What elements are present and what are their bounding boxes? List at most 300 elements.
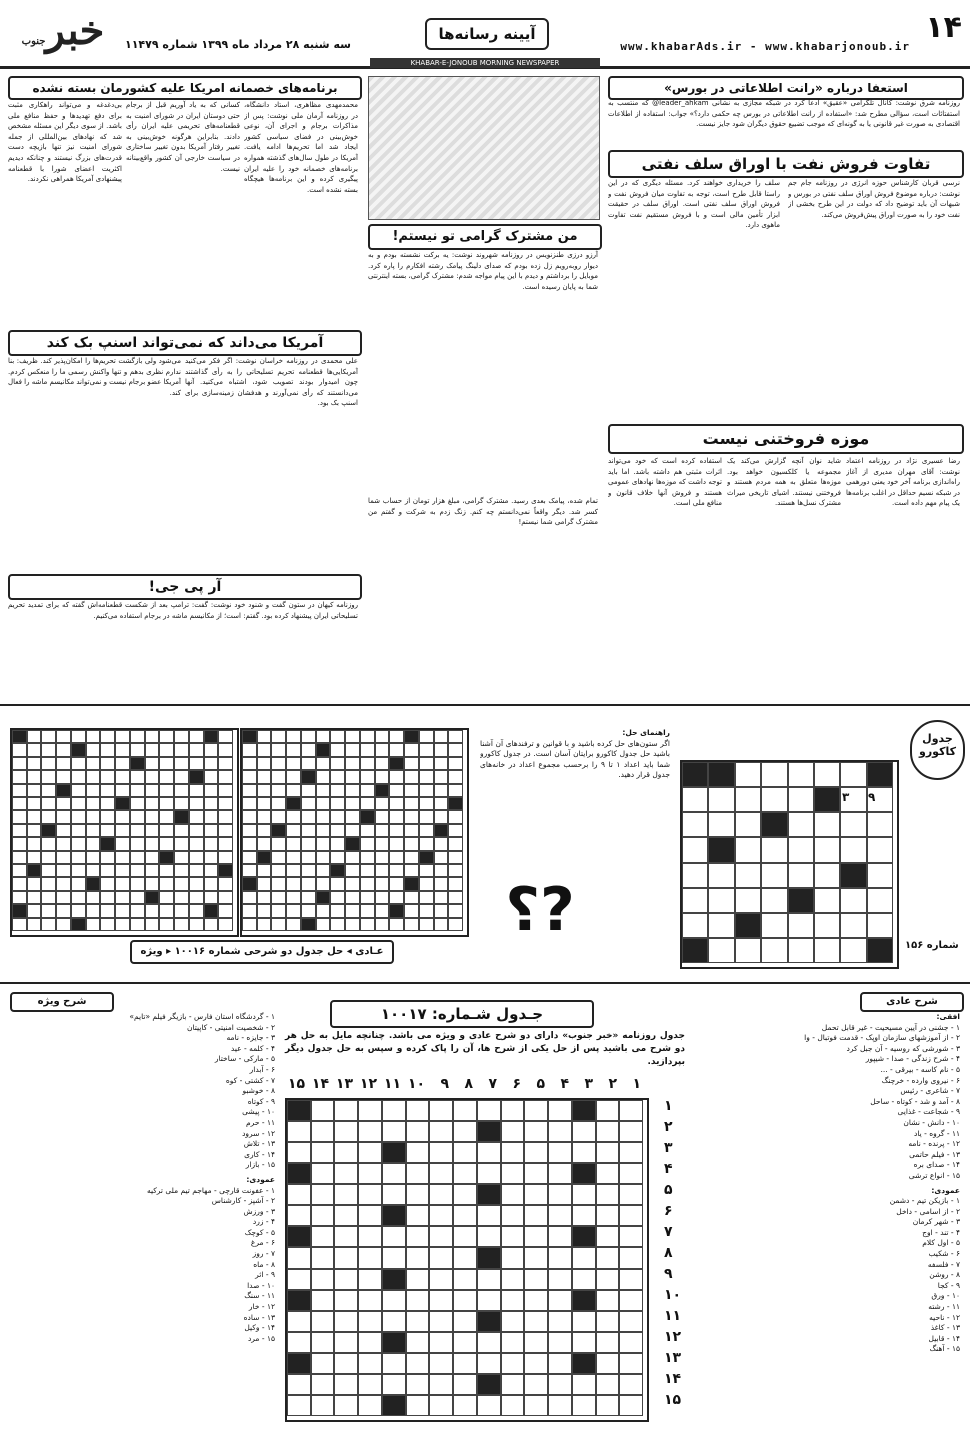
grid-cell[interactable] bbox=[360, 891, 375, 904]
grid-cell[interactable] bbox=[840, 812, 866, 837]
grid-cell[interactable] bbox=[524, 1163, 548, 1184]
grid-cell[interactable] bbox=[448, 730, 463, 743]
grid-cell[interactable] bbox=[189, 904, 204, 917]
grid-cell[interactable] bbox=[286, 770, 301, 783]
grid-cell[interactable] bbox=[434, 743, 449, 756]
grid-cell[interactable] bbox=[56, 864, 71, 877]
grid-cell[interactable] bbox=[287, 1184, 311, 1205]
grid-cell[interactable] bbox=[27, 770, 42, 783]
tab-normal[interactable]: عـادی bbox=[355, 946, 384, 957]
grid-cell[interactable] bbox=[358, 1353, 382, 1374]
grid-cell[interactable] bbox=[12, 730, 27, 743]
grid-cell[interactable] bbox=[382, 1142, 406, 1163]
grid-cell[interactable] bbox=[419, 730, 434, 743]
grid-cell[interactable] bbox=[548, 1184, 572, 1205]
grid-cell[interactable] bbox=[242, 877, 257, 890]
grid-cell[interactable] bbox=[572, 1163, 596, 1184]
grid-cell[interactable] bbox=[56, 757, 71, 770]
grid-cell[interactable] bbox=[548, 1205, 572, 1226]
grid-cell[interactable] bbox=[286, 743, 301, 756]
grid-cell[interactable] bbox=[735, 913, 761, 938]
grid-cell[interactable] bbox=[429, 1205, 453, 1226]
grid-cell[interactable] bbox=[56, 810, 71, 823]
grid-cell[interactable] bbox=[204, 797, 219, 810]
grid-cell[interactable] bbox=[548, 1395, 572, 1416]
grid-cell[interactable] bbox=[334, 1121, 358, 1142]
grid-cell[interactable] bbox=[548, 1247, 572, 1268]
grid-cell[interactable] bbox=[596, 1226, 620, 1247]
grid-cell[interactable] bbox=[788, 888, 814, 913]
grid-cell[interactable] bbox=[334, 1290, 358, 1311]
grid-cell[interactable] bbox=[41, 904, 56, 917]
grid-cell[interactable] bbox=[301, 797, 316, 810]
grid-cell[interactable] bbox=[404, 891, 419, 904]
grid-cell[interactable] bbox=[334, 1395, 358, 1416]
grid-cell[interactable] bbox=[788, 812, 814, 837]
grid-cell[interactable] bbox=[311, 1290, 335, 1311]
grid-cell[interactable] bbox=[360, 851, 375, 864]
grid-cell[interactable] bbox=[814, 888, 840, 913]
grid-cell[interactable] bbox=[867, 888, 893, 913]
grid-cell[interactable] bbox=[334, 1353, 358, 1374]
grid-cell[interactable] bbox=[174, 784, 189, 797]
grid-cell[interactable] bbox=[814, 787, 840, 812]
grid-cell[interactable] bbox=[189, 877, 204, 890]
grid-cell[interactable] bbox=[501, 1121, 525, 1142]
grid-cell[interactable] bbox=[501, 1353, 525, 1374]
grid-cell[interactable] bbox=[382, 1226, 406, 1247]
grid-cell[interactable] bbox=[301, 918, 316, 931]
grid-cell[interactable] bbox=[619, 1184, 643, 1205]
grid-cell[interactable] bbox=[257, 851, 272, 864]
grid-cell[interactable] bbox=[174, 743, 189, 756]
grid-cell[interactable] bbox=[27, 904, 42, 917]
grid-cell[interactable] bbox=[242, 918, 257, 931]
grid-cell[interactable] bbox=[867, 837, 893, 862]
grid-cell[interactable] bbox=[100, 784, 115, 797]
grid-cell[interactable] bbox=[286, 904, 301, 917]
grid-cell[interactable] bbox=[316, 810, 331, 823]
grid-cell[interactable] bbox=[287, 1142, 311, 1163]
grid-cell[interactable] bbox=[41, 864, 56, 877]
grid-cell[interactable] bbox=[596, 1374, 620, 1395]
grid-cell[interactable] bbox=[477, 1395, 501, 1416]
grid-cell[interactable] bbox=[86, 757, 101, 770]
grid-cell[interactable] bbox=[242, 743, 257, 756]
grid-cell[interactable] bbox=[115, 810, 130, 823]
grid-cell[interactable] bbox=[286, 730, 301, 743]
grid-cell[interactable] bbox=[429, 1247, 453, 1268]
grid-cell[interactable] bbox=[189, 891, 204, 904]
grid-cell[interactable] bbox=[524, 1374, 548, 1395]
grid-cell[interactable] bbox=[708, 913, 734, 938]
grid-cell[interactable] bbox=[358, 1121, 382, 1142]
grid-cell[interactable] bbox=[406, 1226, 430, 1247]
grid-cell[interactable] bbox=[453, 1290, 477, 1311]
grid-cell[interactable] bbox=[257, 864, 272, 877]
grid-cell[interactable] bbox=[145, 757, 160, 770]
grid-cell[interactable] bbox=[404, 877, 419, 890]
grid-cell[interactable] bbox=[419, 770, 434, 783]
grid-cell[interactable] bbox=[159, 891, 174, 904]
grid-cell[interactable] bbox=[761, 863, 787, 888]
grid-cell[interactable] bbox=[56, 837, 71, 850]
grid-cell[interactable] bbox=[548, 1353, 572, 1374]
grid-cell[interactable] bbox=[100, 851, 115, 864]
grid-cell[interactable] bbox=[501, 1332, 525, 1353]
grid-cell[interactable] bbox=[41, 918, 56, 931]
grid-cell[interactable] bbox=[358, 1311, 382, 1332]
grid-cell[interactable] bbox=[330, 904, 345, 917]
grid-cell[interactable] bbox=[619, 1290, 643, 1311]
grid-cell[interactable] bbox=[406, 1374, 430, 1395]
grid-cell[interactable] bbox=[301, 864, 316, 877]
grid-cell[interactable] bbox=[334, 1100, 358, 1121]
grid-cell[interactable] bbox=[334, 1269, 358, 1290]
grid-cell[interactable] bbox=[100, 824, 115, 837]
grid-cell[interactable] bbox=[218, 824, 233, 837]
grid-cell[interactable] bbox=[286, 810, 301, 823]
grid-cell[interactable] bbox=[56, 891, 71, 904]
grid-cell[interactable] bbox=[218, 918, 233, 931]
grid-cell[interactable] bbox=[345, 918, 360, 931]
grid-cell[interactable] bbox=[596, 1353, 620, 1374]
grid-cell[interactable] bbox=[130, 891, 145, 904]
grid-cell[interactable] bbox=[27, 730, 42, 743]
grid-cell[interactable] bbox=[257, 784, 272, 797]
grid-cell[interactable] bbox=[242, 851, 257, 864]
grid-cell[interactable] bbox=[159, 730, 174, 743]
grid-cell[interactable] bbox=[159, 757, 174, 770]
grid-cell[interactable] bbox=[389, 824, 404, 837]
grid-cell[interactable] bbox=[453, 1374, 477, 1395]
grid-cell[interactable] bbox=[189, 851, 204, 864]
grid-cell[interactable] bbox=[682, 938, 708, 963]
grid-cell[interactable] bbox=[448, 824, 463, 837]
grid-cell[interactable] bbox=[56, 918, 71, 931]
grid-cell[interactable] bbox=[382, 1332, 406, 1353]
grid-cell[interactable] bbox=[56, 824, 71, 837]
grid-cell[interactable] bbox=[12, 824, 27, 837]
grid-cell[interactable] bbox=[41, 877, 56, 890]
grid-cell[interactable] bbox=[404, 918, 419, 931]
grid-cell[interactable] bbox=[453, 1121, 477, 1142]
grid-cell[interactable] bbox=[115, 743, 130, 756]
grid-cell[interactable] bbox=[174, 797, 189, 810]
grid-cell[interactable] bbox=[189, 730, 204, 743]
grid-cell[interactable] bbox=[477, 1290, 501, 1311]
grid-cell[interactable] bbox=[448, 877, 463, 890]
grid-cell[interactable] bbox=[27, 877, 42, 890]
grid-cell[interactable] bbox=[286, 784, 301, 797]
grid-cell[interactable] bbox=[406, 1290, 430, 1311]
grid-cell[interactable] bbox=[330, 797, 345, 810]
grid-cell[interactable] bbox=[145, 784, 160, 797]
grid-cell[interactable] bbox=[311, 1226, 335, 1247]
grid-cell[interactable] bbox=[429, 1121, 453, 1142]
grid-cell[interactable] bbox=[301, 810, 316, 823]
grid-cell[interactable] bbox=[41, 851, 56, 864]
grid-cell[interactable] bbox=[448, 918, 463, 931]
grid-cell[interactable] bbox=[86, 770, 101, 783]
grid-cell[interactable] bbox=[501, 1205, 525, 1226]
grid-cell[interactable] bbox=[572, 1311, 596, 1332]
grid-cell[interactable] bbox=[406, 1184, 430, 1205]
grid-cell[interactable] bbox=[619, 1353, 643, 1374]
grid-cell[interactable] bbox=[596, 1184, 620, 1205]
grid-cell[interactable] bbox=[242, 891, 257, 904]
grid-cell[interactable] bbox=[41, 743, 56, 756]
grid-cell[interactable] bbox=[316, 824, 331, 837]
grid-cell[interactable] bbox=[867, 913, 893, 938]
grid-cell[interactable] bbox=[548, 1226, 572, 1247]
grid-cell[interactable] bbox=[375, 757, 390, 770]
grid-cell[interactable] bbox=[867, 812, 893, 837]
grid-cell[interactable] bbox=[548, 1142, 572, 1163]
grid-cell[interactable] bbox=[174, 904, 189, 917]
grid-cell[interactable] bbox=[524, 1290, 548, 1311]
grid-cell[interactable] bbox=[218, 877, 233, 890]
grid-cell[interactable] bbox=[316, 904, 331, 917]
grid-cell[interactable] bbox=[56, 784, 71, 797]
grid-cell[interactable] bbox=[301, 891, 316, 904]
grid-cell[interactable] bbox=[115, 770, 130, 783]
grid-cell[interactable] bbox=[735, 863, 761, 888]
grid-cell[interactable] bbox=[682, 762, 708, 787]
grid-cell[interactable] bbox=[382, 1247, 406, 1268]
grid-cell[interactable] bbox=[130, 757, 145, 770]
grid-cell[interactable] bbox=[358, 1374, 382, 1395]
grid-cell[interactable] bbox=[86, 891, 101, 904]
grid-cell[interactable] bbox=[453, 1205, 477, 1226]
grid-cell[interactable] bbox=[330, 837, 345, 850]
grid-cell[interactable] bbox=[242, 837, 257, 850]
grid-cell[interactable] bbox=[524, 1142, 548, 1163]
grid-cell[interactable] bbox=[56, 851, 71, 864]
grid-cell[interactable] bbox=[761, 913, 787, 938]
grid-cell[interactable] bbox=[218, 891, 233, 904]
grid-cell[interactable] bbox=[334, 1205, 358, 1226]
grid-cell[interactable] bbox=[204, 743, 219, 756]
grid-cell[interactable] bbox=[389, 743, 404, 756]
grid-cell[interactable] bbox=[375, 904, 390, 917]
grid-cell[interactable] bbox=[86, 918, 101, 931]
grid-cell[interactable] bbox=[596, 1395, 620, 1416]
grid-cell[interactable] bbox=[286, 837, 301, 850]
grid-cell[interactable] bbox=[145, 824, 160, 837]
grid-cell[interactable] bbox=[788, 762, 814, 787]
grid-cell[interactable] bbox=[419, 918, 434, 931]
grid-cell[interactable] bbox=[271, 824, 286, 837]
grid-cell[interactable] bbox=[406, 1353, 430, 1374]
grid-cell[interactable] bbox=[404, 851, 419, 864]
grid-cell[interactable] bbox=[375, 810, 390, 823]
grid-cell[interactable] bbox=[174, 810, 189, 823]
grid-cell[interactable] bbox=[130, 837, 145, 850]
grid-cell[interactable] bbox=[358, 1395, 382, 1416]
grid-cell[interactable] bbox=[130, 770, 145, 783]
grid-cell[interactable] bbox=[548, 1269, 572, 1290]
grid-cell[interactable] bbox=[27, 797, 42, 810]
grid-cell[interactable] bbox=[548, 1311, 572, 1332]
grid-cell[interactable] bbox=[218, 757, 233, 770]
grid-cell[interactable] bbox=[204, 837, 219, 850]
grid-cell[interactable] bbox=[761, 812, 787, 837]
grid-cell[interactable] bbox=[619, 1269, 643, 1290]
grid-cell[interactable] bbox=[287, 1311, 311, 1332]
grid-cell[interactable] bbox=[145, 851, 160, 864]
grid-cell[interactable] bbox=[358, 1100, 382, 1121]
grid-cell[interactable] bbox=[814, 812, 840, 837]
grid-cell[interactable] bbox=[204, 877, 219, 890]
grid-cell[interactable] bbox=[360, 824, 375, 837]
grid-cell[interactable] bbox=[761, 762, 787, 787]
grid-cell[interactable] bbox=[145, 810, 160, 823]
grid-cell[interactable] bbox=[242, 757, 257, 770]
grid-cell[interactable] bbox=[358, 1184, 382, 1205]
grid-cell[interactable] bbox=[174, 770, 189, 783]
grid-cell[interactable] bbox=[218, 770, 233, 783]
grid-cell[interactable] bbox=[316, 770, 331, 783]
grid-cell[interactable] bbox=[360, 743, 375, 756]
grid-cell[interactable] bbox=[204, 730, 219, 743]
grid-cell[interactable] bbox=[159, 784, 174, 797]
grid-cell[interactable] bbox=[389, 904, 404, 917]
grid-cell[interactable] bbox=[287, 1205, 311, 1226]
grid-cell[interactable] bbox=[86, 877, 101, 890]
grid-cell[interactable] bbox=[271, 797, 286, 810]
grid-cell[interactable] bbox=[345, 743, 360, 756]
grid-cell[interactable] bbox=[242, 824, 257, 837]
grid-cell[interactable] bbox=[257, 810, 272, 823]
grid-cell[interactable] bbox=[404, 770, 419, 783]
grid-cell[interactable] bbox=[316, 837, 331, 850]
grid-cell[interactable] bbox=[375, 743, 390, 756]
grid-cell[interactable] bbox=[86, 864, 101, 877]
grid-cell[interactable] bbox=[619, 1121, 643, 1142]
grid-cell[interactable] bbox=[242, 864, 257, 877]
grid-cell[interactable] bbox=[41, 797, 56, 810]
grid-cell[interactable] bbox=[330, 784, 345, 797]
grid-cell[interactable] bbox=[448, 757, 463, 770]
grid-cell[interactable] bbox=[453, 1311, 477, 1332]
grid-cell[interactable] bbox=[311, 1142, 335, 1163]
grid-cell[interactable] bbox=[159, 904, 174, 917]
grid-cell[interactable] bbox=[334, 1184, 358, 1205]
grid-cell[interactable] bbox=[548, 1332, 572, 1353]
grid-cell[interactable] bbox=[330, 810, 345, 823]
grid-cell[interactable] bbox=[814, 913, 840, 938]
grid-cell[interactable] bbox=[382, 1395, 406, 1416]
grid-cell[interactable] bbox=[311, 1247, 335, 1268]
grid-cell[interactable] bbox=[100, 864, 115, 877]
grid-cell[interactable] bbox=[204, 784, 219, 797]
grid-cell[interactable] bbox=[429, 1395, 453, 1416]
grid-cell[interactable] bbox=[477, 1163, 501, 1184]
grid-cell[interactable] bbox=[434, 877, 449, 890]
grid-cell[interactable] bbox=[360, 877, 375, 890]
grid-cell[interactable] bbox=[257, 918, 272, 931]
grid-cell[interactable] bbox=[477, 1247, 501, 1268]
grid-cell[interactable] bbox=[419, 743, 434, 756]
grid-cell[interactable] bbox=[159, 864, 174, 877]
grid-cell[interactable] bbox=[271, 730, 286, 743]
grid-cell[interactable] bbox=[735, 787, 761, 812]
grid-cell[interactable] bbox=[360, 784, 375, 797]
grid-cell[interactable] bbox=[682, 837, 708, 862]
grid-cell[interactable] bbox=[429, 1226, 453, 1247]
grid-cell[interactable] bbox=[115, 851, 130, 864]
grid-cell[interactable] bbox=[301, 904, 316, 917]
grid-cell[interactable] bbox=[316, 757, 331, 770]
grid-cell[interactable] bbox=[358, 1226, 382, 1247]
grid-cell[interactable] bbox=[271, 810, 286, 823]
grid-cell[interactable] bbox=[330, 743, 345, 756]
grid-cell[interactable] bbox=[86, 784, 101, 797]
grid-cell[interactable] bbox=[311, 1353, 335, 1374]
grid-cell[interactable] bbox=[708, 812, 734, 837]
grid-cell[interactable] bbox=[287, 1121, 311, 1142]
grid-cell[interactable] bbox=[242, 810, 257, 823]
grid-cell[interactable] bbox=[735, 812, 761, 837]
grid-cell[interactable] bbox=[572, 1395, 596, 1416]
grid-cell[interactable] bbox=[115, 757, 130, 770]
grid-cell[interactable] bbox=[404, 824, 419, 837]
grid-cell[interactable] bbox=[311, 1395, 335, 1416]
grid-cell[interactable] bbox=[419, 877, 434, 890]
grid-cell[interactable] bbox=[596, 1163, 620, 1184]
grid-cell[interactable] bbox=[619, 1374, 643, 1395]
grid-cell[interactable] bbox=[330, 824, 345, 837]
grid-cell[interactable] bbox=[389, 810, 404, 823]
grid-cell[interactable] bbox=[419, 864, 434, 877]
grid-cell[interactable] bbox=[788, 863, 814, 888]
grid-cell[interactable] bbox=[189, 770, 204, 783]
grid-cell[interactable] bbox=[867, 938, 893, 963]
grid-cell[interactable] bbox=[524, 1247, 548, 1268]
grid-cell[interactable] bbox=[404, 797, 419, 810]
grid-cell[interactable] bbox=[145, 918, 160, 931]
grid-cell[interactable] bbox=[501, 1100, 525, 1121]
grid-cell[interactable] bbox=[358, 1163, 382, 1184]
grid-cell[interactable] bbox=[682, 863, 708, 888]
grid-cell[interactable] bbox=[257, 770, 272, 783]
grid-cell[interactable] bbox=[419, 784, 434, 797]
grid-cell[interactable] bbox=[174, 837, 189, 850]
grid-cell[interactable] bbox=[334, 1142, 358, 1163]
grid-cell[interactable] bbox=[159, 810, 174, 823]
grid-cell[interactable] bbox=[375, 730, 390, 743]
grid-cell[interactable] bbox=[257, 891, 272, 904]
grid-cell[interactable] bbox=[100, 730, 115, 743]
grid-cell[interactable] bbox=[27, 851, 42, 864]
grid-cell[interactable] bbox=[453, 1353, 477, 1374]
grid-cell[interactable] bbox=[619, 1142, 643, 1163]
grid-cell[interactable] bbox=[619, 1226, 643, 1247]
grid-cell[interactable] bbox=[115, 891, 130, 904]
grid-cell[interactable] bbox=[345, 891, 360, 904]
grid-cell[interactable] bbox=[100, 797, 115, 810]
grid-cell[interactable] bbox=[311, 1269, 335, 1290]
grid-cell[interactable] bbox=[375, 784, 390, 797]
grid-cell[interactable] bbox=[360, 918, 375, 931]
grid-cell[interactable] bbox=[389, 918, 404, 931]
grid-cell[interactable] bbox=[334, 1247, 358, 1268]
grid-cell[interactable] bbox=[130, 784, 145, 797]
grid-cell[interactable] bbox=[311, 1332, 335, 1353]
grid-cell[interactable] bbox=[596, 1269, 620, 1290]
grid-cell[interactable] bbox=[708, 863, 734, 888]
